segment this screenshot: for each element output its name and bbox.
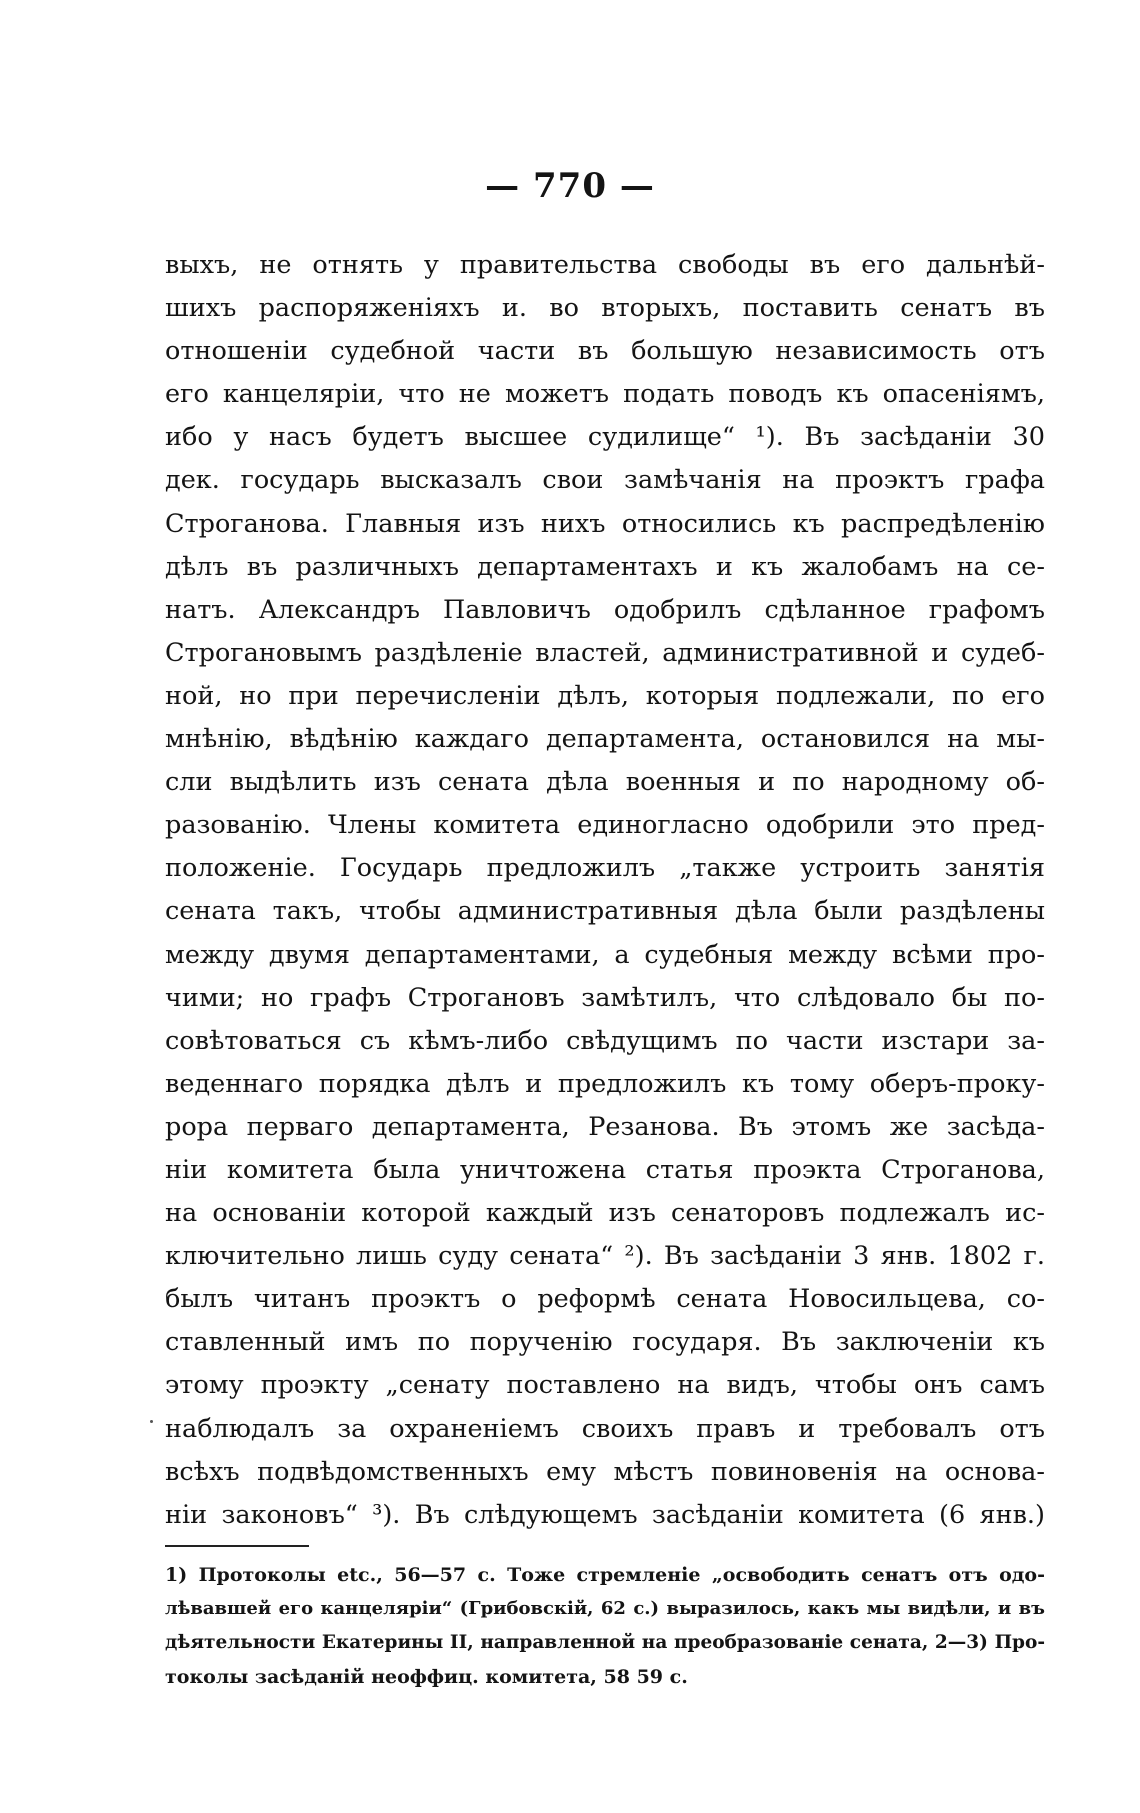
footnote-line: 1) Протоколы etc., 56—57 с. Тоже стремленіе „освободить сенатъ отъ одо- xyxy=(165,1564,1045,1586)
text-line: ключительно лишь суду сената“ ²). Въ засѣданіи 3 янв. 1802 г. xyxy=(165,1241,1045,1272)
text-line: ной, но при перечисленіи дѣлъ, которыя подлежали, по его xyxy=(165,680,1045,711)
footnote-line: дѣятельности Екатерины II, направленной на преобразованіе сената, 2—3) Про- xyxy=(165,1632,1045,1653)
text-line: наблюдалъ за охраненіемъ своихъ правъ и требовалъ отъ xyxy=(165,1413,1045,1444)
text-line: дѣлъ въ различныхъ департаментахъ и къ жалобамъ на се- xyxy=(165,551,1045,582)
text-line: натъ. Александръ Павловичъ одобрилъ сдѣланное графомъ xyxy=(165,594,1045,625)
footnotes xyxy=(165,1558,1045,1694)
text-line: всѣхъ подвѣдомственныхъ ему мѣстъ повиновенія на основа- xyxy=(165,1456,1045,1487)
text-line: этому проэкту „сенату поставлено на видъ, чтобы онъ самъ xyxy=(165,1370,1045,1401)
text-line: между двумя департаментами, а судебныя между всѣми про- xyxy=(165,939,1045,970)
text-line: ніи комитета была уничтожена статья проэкта Строганова, xyxy=(165,1154,1045,1185)
text-line: шихъ распоряженіяхъ и. во вторыхъ, поставить сенатъ въ xyxy=(165,293,1045,324)
text-line: сената такъ, чтобы административныя дѣла были раздѣлены xyxy=(165,896,1045,927)
text-line: былъ читанъ проэктъ о реформѣ сената Новосильцева, со- xyxy=(165,1284,1045,1315)
text-line: ибо у насъ будетъ высшее судилище“ ¹). Въ засѣданіи 30 xyxy=(165,422,1045,453)
text-line: ставленный имъ по порученію государя. Въ заключеніи къ xyxy=(165,1327,1045,1358)
text-line: чими; но графъ Строгановъ замѣтилъ, что слѣдовало бы по- xyxy=(165,982,1045,1013)
text-line: мнѣнію, вѣдѣнію каждаго департамента, остановился на мы- xyxy=(165,724,1045,755)
main-text xyxy=(165,244,1045,1537)
text-line: на основаніи которой каждый изъ сенаторовъ подлежалъ ис- xyxy=(165,1198,1045,1229)
text-line: его канцеляріи, что не можетъ подать поводъ къ опасеніямъ, xyxy=(165,379,1045,410)
text-line: Строганова. Главныя изъ нихъ относились къ распредѣленію xyxy=(165,508,1045,539)
footnote-line: токолы засѣданій неоффиц. комитета, 58 59 с. xyxy=(165,1666,688,1688)
margin-mark xyxy=(150,1420,153,1423)
text-line: выхъ, не отнять у правительства свободы въ его дальнѣй- xyxy=(165,250,1045,280)
page-number: — 770 — xyxy=(485,166,655,206)
text-line: ніи законовъ“ ³). Въ слѣдующемъ засѣданіи комитета (6 янв.) xyxy=(165,1499,1045,1530)
footnote-line: лѣвавшей его канцеляріи“ (Грибовскій, 62 с.) выразилось, какъ мы видѣли, и въ xyxy=(165,1598,1045,1619)
text-line: сли выдѣлить изъ сената дѣла военныя и по народному об- xyxy=(165,767,1045,798)
footnote-separator xyxy=(165,1545,309,1547)
text-line: совѣтоваться съ кѣмъ-либо свѣдущимъ по части изстари за- xyxy=(165,1025,1045,1056)
text-line: дек. государь высказалъ свои замѣчанія на проэктъ графа xyxy=(165,465,1045,496)
text-line: положеніе. Государь предложилъ „также устроить занятія xyxy=(165,853,1045,884)
text-line: разованію. Члены комитета единогласно одобрили это пред- xyxy=(165,810,1045,841)
text-line: Строгановымъ раздѣленіе властей, административной и судеб- xyxy=(165,637,1045,668)
text-line: рора перваго департамента, Резанова. Въ этомъ же засѣда- xyxy=(165,1111,1045,1142)
text-line: отношеніи судебной части въ большую независимость отъ xyxy=(165,336,1045,367)
text-line: веденнаго порядка дѣлъ и предложилъ къ тому оберъ-проку- xyxy=(165,1068,1045,1099)
